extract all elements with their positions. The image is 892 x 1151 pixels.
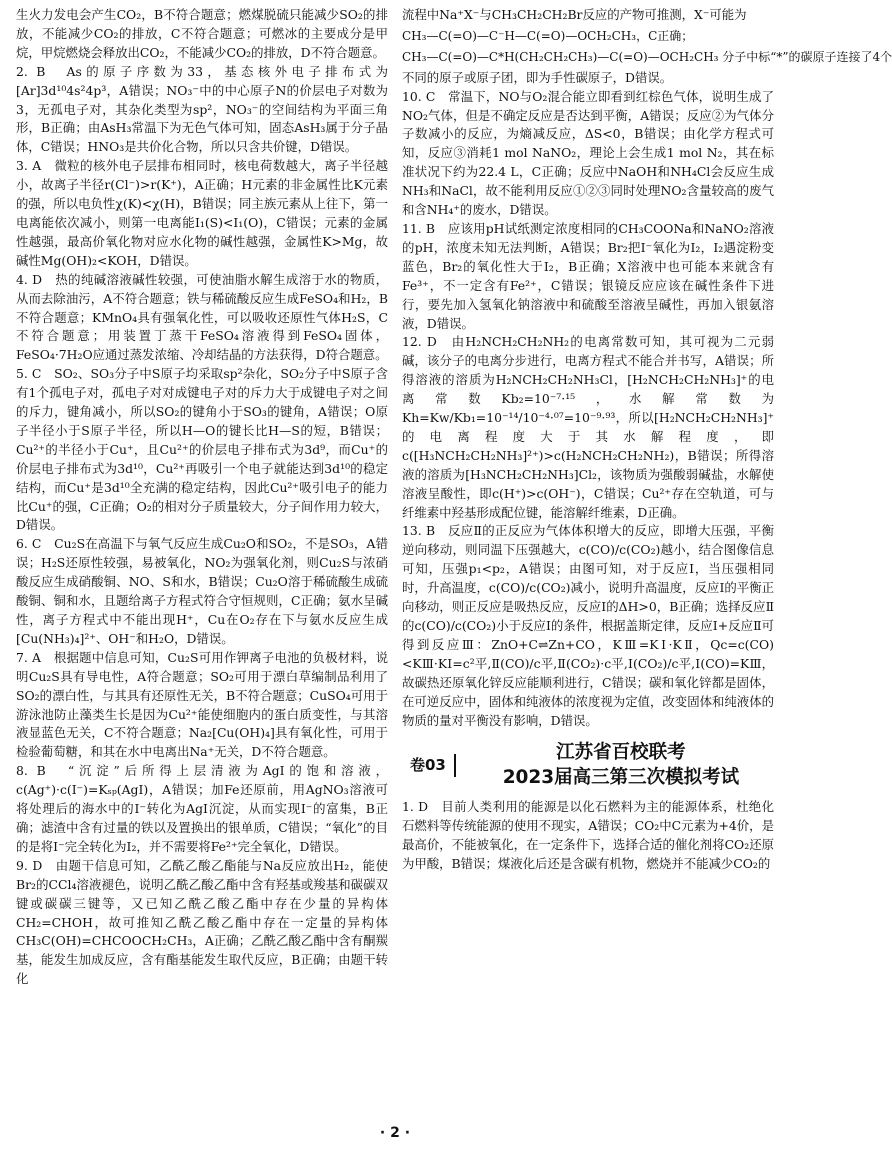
right-column: [402, 6, 892, 1111]
page-number: · 2 ·: [379, 1125, 411, 1141]
answer-11: 11. B 应该用pH试纸测定浓度相同的CH₃COONa和NaNO₂溶液的pH，浓度未知无法判断，A错误；Br₂把I⁻氧化为I₂，I₂遇淀粉变蓝色，Br₂的氧化性大于I₂，B正确；X溶液中也可能本来就含有Fe³⁺，不一定含有Fe²⁺，C错误；银镜反应应该在碱性条件下进行，要先加入氢氧化钠溶液中和硫酸至溶液呈碱性，再加入银氨溶液，D错误。: [402, 220, 774, 331]
answer-2: 2. B As的原子序数为33，基态核外电子排布式为[Ar]3d¹⁰4s²4p³，A错误；NO₃⁻中的中心原子N的价层电子对数为3，无孤电子对，其杂化类型为sp²，NO₃⁻的空间结构为平面三角形，B正确；由AsH₃常温下为无色气体可知，固态AsH₃属于分子晶体，C错误；HNO₃是共价化合物，所以只含共价键，D错误。: [16, 63, 388, 155]
two-column-body: [16, 6, 892, 1111]
answer-9: 9. D 由题干信息可知，乙酰乙酸乙酯能与Na反应放出H₂，能使Br₂的CCl₄溶液褪色，说明乙酰乙酸乙酯中含有羟基或羧基和碳碳双键或碳碳三键等，又已知乙酰乙酸乙酯中存在少量的异构体CH₂=CHOH，故可推知乙酰乙酸乙酯中存在一定量的异构体CH₃C(OH)=CHCOOCH₂CH₃，A正确；乙酰乙酸乙酯中含有酮羰基，能发生加成反应，含有酯基能发生取代反应，B正确；由题干转化: [16, 857, 388, 987]
answer-9-end: 不同的原子或原子团，即为手性碳原子，D错误。: [402, 69, 673, 85]
exam-titles: [468, 740, 774, 790]
answer-9-continued: 流程中Na⁺X⁻与CH₃CH₂CH₂Br反应的产物可推测，X⁻可能为: [402, 7, 747, 22]
structural-formula-2: CH₃—C(=O)—C*H(CH₂CH₂CH₃)—C(=O)—OCH₂CH₃ 分子中标“*”的碳原子连接了4个: [402, 49, 892, 64]
exam-title-line2: 2023届高三第三次模拟考试: [502, 767, 740, 789]
answer-paragraph: 生火力发电会产生CO₂，B不符合题意；燃煤脱硫只能减少SO₂的排放，不能减少CO₂的排放，C不符合题意；可燃冰的主要成分是甲烷，甲烷燃烧会释放出CO₂，不能减少CO₂的排放，D不符合题意。: [16, 7, 388, 60]
answer-5: 5. C SO₂、SO₃分子中S原子均采取sp²杂化，SO₂分子中S原子含有1个孤电子对，孤电子对对成键电子对的斥力大于成键电子对之间的斥力，键角减小，所以SO₂的键角小于SO₃的键角，A错误；O原子半径小于S原子半径，所以H—O的键长比H—S的短，B错误；Cu²⁺的半径小于Cu⁺，且Cu²⁺的价层电子排布式为3d⁹，而Cu⁺的价层电子排布式为3d¹⁰，Cu²⁺再吸引一个电子就能达到3d¹⁰的稳定结构，而Cu⁺是3d¹⁰全充满的稳定结构，因此Cu²⁺吸引电子的能力比Cu⁺的强，C正确；O₂的相对分子质量较大，分子间作用力较大，D错误。: [16, 366, 388, 533]
answer-3: 3. A 微粒的核外电子层排布相同时，核电荷数越大，离子半径越小，故离子半径r(Cl⁻)>r(K⁺)，A正确；H元素的非金属性比K元素的强，所以电负性χ(K)<χ(H)，B错误；同主族元素从上往下，第一电离能依次减小，则第一电离能I₁(S)<I₁(O)，C错误；元素的金属性越强，最高价氧化物对应水化物的碱性越强，金属性K>Mg，故碱性Mg(OH)₂<KOH，D错误。: [16, 158, 388, 268]
answer-6: 6. C Cu₂S在高温下与氧气反应生成Cu₂O和SO₂，不是SO₃，A错误；H₂S还原性较强，易被氧化，NO₂为强氧化剂，则Cu₂S与浓硝酸反应生成硝酸铜、NO、S和水，B错误；Cu₂O溶于稀硫酸生成硫酸铜、铜和水，且题给离子方程式符合守恒规则，C正确；氨水呈碱性，离子方程式中不能出现H⁺，Cu在O₂存在下与氨水反应生成[Cu(NH₃)₄]²⁺、OH⁻和H₂O，D错误。: [16, 536, 388, 646]
answer-7: 7. A 根据题中信息可知，Cu₂S可用作钾离子电池的负极材料，说明Cu₂S具有导电性，A符合题意；SO₂可用于漂白草编制品利用了SO₂的漂白性，与其具有还原性无关，B不符合题意；CuSO₄可用于游泳池防止藻类生长是因为Cu²⁺能使细胞内的蛋白质变性，与其溶液显蓝色无关，C不符合题意；Na₂[Cu(OH)₄]具有氧化性，可用于检验葡萄糖，和其在水中电离出Na⁺无关，D不符合题意。: [16, 649, 388, 760]
answer-4: 4. D 热的纯碱溶液碱性较强，可使油脂水解生成溶于水的物质，从而去除油污，A不符合题意；铁与稀硫酸反应生成FeSO₄和H₂，B不符合题意；KMnO₄具有强氧化性，可以吸收还原性气体H₂S，C不符合题意；用装置丁蒸干FeSO₄溶液得到FeSO₄固体，FeSO₄·7H₂O应通过蒸发浓缩、冷却结晶的方法获得，D符合题意。: [16, 271, 388, 363]
answer-1-new-exam: 1. D 目前人类利用的能源是以化石燃料为主的能源体系，杜绝化石燃料等传统能源的使用不现实，A错误；CO₂中C元素为+4价，是最高价，不能被氧化，在一定条件下，选择合适的催化剂将CO₂还原为甲酸，B错误；煤液化后还是含碳有机物，燃烧并不能减少CO₂的: [402, 799, 774, 872]
exam-section-header: [402, 740, 774, 790]
answer-10: 10. C 常温下，NO与O₂混合能立即看到红棕色气体，说明生成了NO₂气体，但是不确定反应是否达到平衡，A错误；反应②为气体分子数减小的反应，为熵减反应，ΔS<0，B错误；由化学方程式可知，反应③消耗1 mol NaNO₂，理论上会生成1 mol N₂，其在标准状况下约为22.4 L，C正确；反应中NaOH和NH₄Cl会反应生成NH₃和NaCl，故不能利用反应①②③同时处理NO₂含量较高的废气和含NH₄⁺的废水，D错误。: [402, 88, 774, 218]
answer-13: 13. B 反应Ⅱ的正反应为气体体积增大的反应，即增大压强，平衡逆向移动，则同温下压强越大，c(CO)/c(CO₂)越小，结合图像信息可知，压强p₁<p₂，A错误；由图可知，对于反应Ⅰ，当压强相同时，升高温度，c(CO)/c(CO₂)减小，说明升高温度，反应Ⅰ的平衡正向移动，则正反应是吸热反应，反应Ⅰ的ΔH>0，B正确；选择反应Ⅱ的c(CO)/c(CO₂)小于反应Ⅰ的条件，根据盖斯定律，反应Ⅰ+反应Ⅱ可得到反应Ⅲ：ZnO+C⇌Zn+CO，KⅢ=KⅠ·KⅡ，Qc=c(CO)<KⅢ·KⅠ=c²平,Ⅱ(CO)/c平,Ⅱ(CO₂)·c平,Ⅰ(CO₂)/c平,Ⅰ(CO)=KⅢ，故碳热还原氧化锌反应能顺利进行，C错误；碳和氧化锌都是固体，在可逆反应中，固体和纯液体的浓度视为定值，改变固体和纯液体的物质的量对平衡没有影响，D错误。: [402, 523, 774, 728]
left-column: [16, 6, 388, 1111]
structural-formula-1: CH₃—C(=O)—C⁻H—C(=O)—OCH₂CH₃，C正确；: [402, 28, 694, 43]
exam-number-tag: 卷03: [402, 754, 456, 777]
answer-12: 12. D 由H₂NCH₂CH₂NH₂的电离常数可知，其可视为二元弱碱，该分子的电离分步进行，电离方程式不能合并书写，A错误；所得溶液的溶质为H₂NCH₂CH₂NH₃Cl，[H₂NCH₂CH₂NH₃]⁺的电离常数Kb₂=10⁻⁷·¹⁵，水解常数为Kh=Kw/Kb₁=10⁻¹⁴/10⁻⁴·⁰⁷=10⁻⁹·⁹³，所以[H₂NCH₂CH₂NH₃]⁺的电离程度大于其水解程度，即c([H₃NCH₂CH₂NH₃]²⁺)>c(H₂NCH₂CH₂NH₂)，B错误；所得溶液的溶质为[H₃NCH₂CH₂NH₃]Cl₂，该物质为强酸弱碱盐，水解使溶液呈酸性，即c(H⁺)>c(OH⁻)，C错误；Cu²⁺存在空轨道，可与纤维素中羟基形成配位键，能溶解纤维素，D正确。: [402, 334, 774, 520]
exam-title-line1: 江苏省百校联考: [556, 742, 686, 764]
answer-8: 8. B “沉淀”后所得上层清液为AgI的饱和溶液，c(Ag⁺)·c(I⁻)=Kₛₚ(AgI)，A错误；加Fe还原前，用AgNO₃溶液可将处理后的海水中的I⁻转化为AgI沉淀，从而实现I⁻的富集，B正确；滤渣中含有过量的铁以及置换出的银单质，C错误；“氧化”的目的是将I⁻完全转化为I₂，并不需要将Fe²⁺完全氧化，D错误。: [16, 763, 388, 854]
